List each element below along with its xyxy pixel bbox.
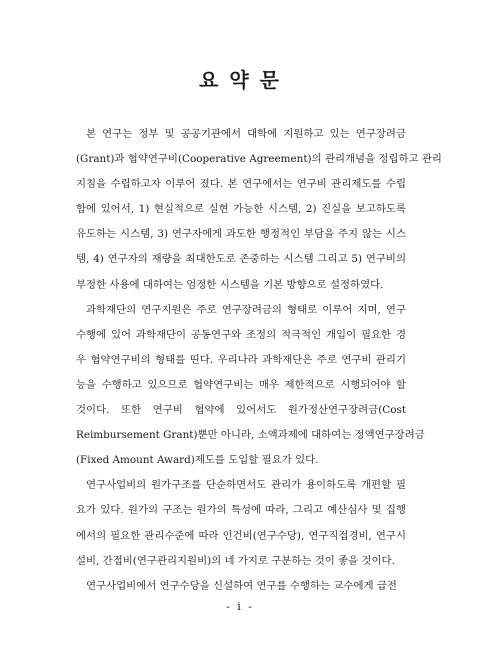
paragraph-line: 템, 4) 연구자의 재량을 최대한도로 존중하는 시스템 그리고 5) 연구비의: [76, 253, 406, 266]
page-title: 요 약 문: [199, 68, 281, 92]
paragraph-line: 연구사업비에서 연구수당을 신설하여 연구를 수행하는 교수에게 급전: [86, 579, 397, 592]
paragraph-line: Reimbursement Grant)뿐만 아니라, 소액과제에 대하여는 정액연구장려금: [76, 429, 425, 442]
paragraph-line: 에서의 필요한 관리수준에 따라 인건비(연구수당), 연구직접경비, 연구시: [76, 529, 406, 542]
summary-body: [76, 122, 442, 599]
paragraph: [76, 574, 406, 599]
paragraph-line: 부정한 사용에 대하여는 엄정한 시스템을 기본 방향으로 설정하였다.: [76, 278, 384, 291]
paragraph-line: 요가 있다. 원가의 구조는 원가의 특성에 따라, 그리고 예산심사 및 집행: [76, 504, 406, 517]
paragraph-line: 지침을 수립하고자 이루어 졌다. 본 연구에서는 연구비 관리제도를 수립: [76, 178, 406, 191]
paragraph-line: 본 연구는 정부 및 공공기관에서 대학에 지원하고 있는 연구장려금: [86, 128, 406, 140]
paragraph: [76, 473, 406, 573]
paragraph-line: 수행에 있어 과학재단이 공동연구와 조정의 적극적인 개입이 필요한 경: [76, 328, 406, 341]
paragraph-line: 설비, 간접비(연구관리지원비)의 네 가지로 구분하는 것이 좋을 것이다.: [76, 554, 395, 567]
paragraph-line: 능을 수행하고 있으므로 협약연구비는 매우 제한적으로 시행되어야 할: [76, 378, 406, 391]
page-number: - i -: [226, 600, 254, 613]
paragraph-line: 함에 있어서, 1) 현실적으로 실현 가능한 시스템, 2) 진실을 보고하도록: [76, 203, 406, 216]
paragraph-line: 유도하는 시스템, 3) 연구자에게 과도한 행정적인 부담을 주지 않는 시스: [76, 228, 406, 241]
paragraph: [76, 298, 425, 474]
paragraph: [76, 122, 442, 298]
paragraph-line: 우 협약연구비의 형태를 띤다. 우리나라 과학재단은 주로 연구비 관리기: [76, 353, 406, 366]
paragraph-line: 과학재단의 연구지원은 주로 연구장려금의 형태로 이루어 지며, 연구: [86, 303, 406, 316]
paragraph-line: 것이다. 또한 연구비 협약에 있어서도 원가정산연구장려금(Cost: [76, 404, 406, 417]
paragraph-line: (Fixed Amount Award)제도를 도입할 필요가 있다.: [76, 454, 319, 467]
paragraph-line: (Grant)과 협약연구비(Cooperative Agreement)의 관리개념을 정립하고 관리: [76, 153, 442, 166]
paragraph-line: 연구사업비의 원가구조를 단순하면서도 관리가 용이하도록 개편할 필: [86, 479, 406, 492]
